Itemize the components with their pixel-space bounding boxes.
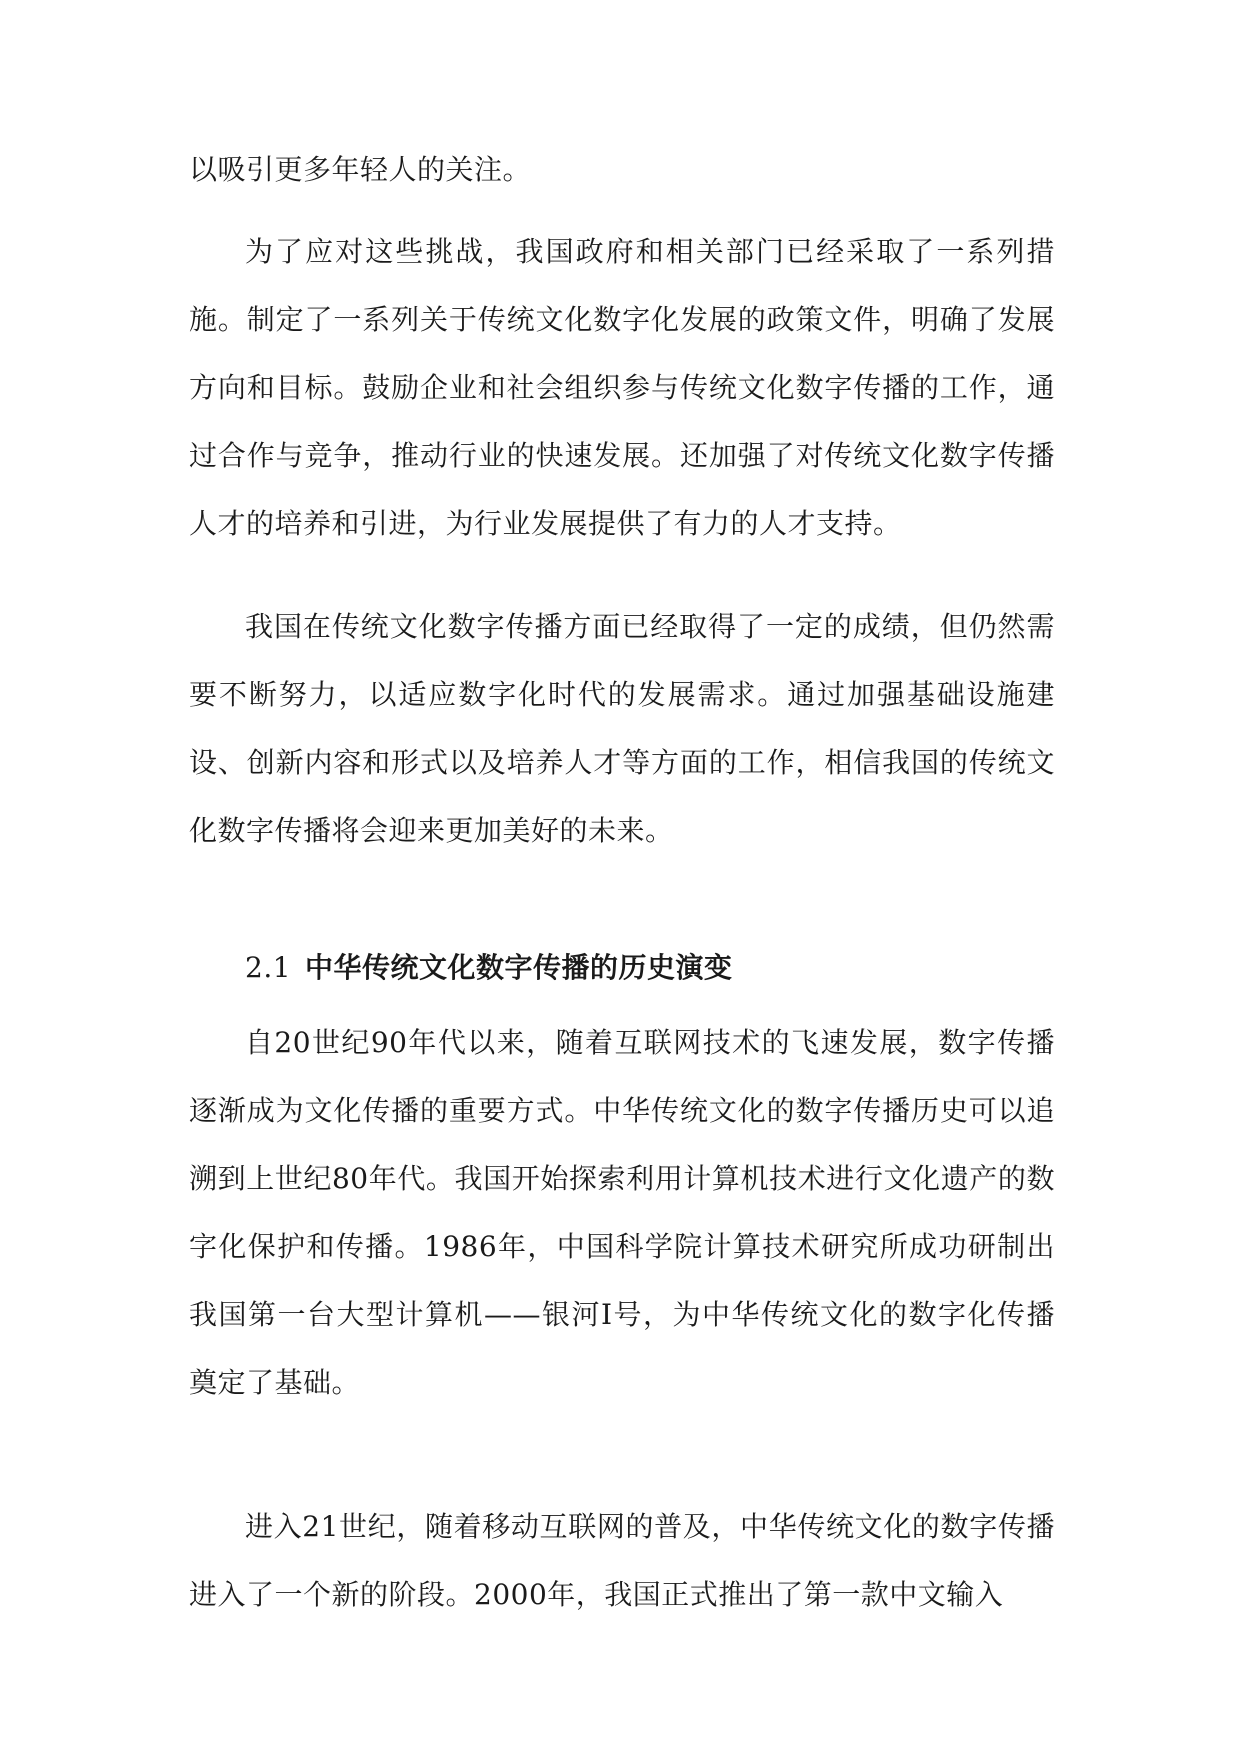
section-heading (245, 948, 733, 988)
paragraph-measures: 为了应对这些挑战，我国政府和相关部门已经采取了一系列措施。制定了一系列关于传统文化数字化发展的政策文件，明确了发展方向和目标。鼓励企业和社会组织参与传统文化数字传播的工作，通过合作与竞争，推动行业的快速发展。还加强了对传统文化数字传播人才的培养和引进，为行业发展提供了有力的人才支持。 (189, 235, 1055, 540)
paragraph-achievements: 我国在传统文化数字传播方面已经取得了一定的成绩，但仍然需要不断努力，以适应数字化时代的发展需求。通过加强基础设施建设、创新内容和形式以及培养人才等方面的工作，相信我国的传统文化数字传播将会迎来更加美好的未来。 (189, 610, 1055, 847)
section-title: 中华传统文化数字传播的历史演变 (305, 951, 733, 984)
paragraph-history: 自20世纪90年代以来，随着互联网技术的飞速发展，数字传播逐渐成为文化传播的重要方式。中华传统文化的数字传播历史可以追溯到上世纪80年代。我国开始探索利用计算机技术进行文化遗产的数字化保护和传播。1986年，中国科学院计算技术研究所成功研制出我国第一台大型计算机——银河Ⅰ号，为中华传统文化的数字化传播奠定了基础。 (189, 1026, 1055, 1399)
paragraph-21st-century: 进入21世纪，随着移动互联网的普及，中华传统文化的数字传播进入了一个新的阶段。2000年，我国正式推出了第一款中文输入 (189, 1510, 1055, 1611)
section-number: 2.1 (245, 951, 292, 984)
paragraph-continuation: 以吸引更多年轻人的关注。 (189, 153, 532, 186)
